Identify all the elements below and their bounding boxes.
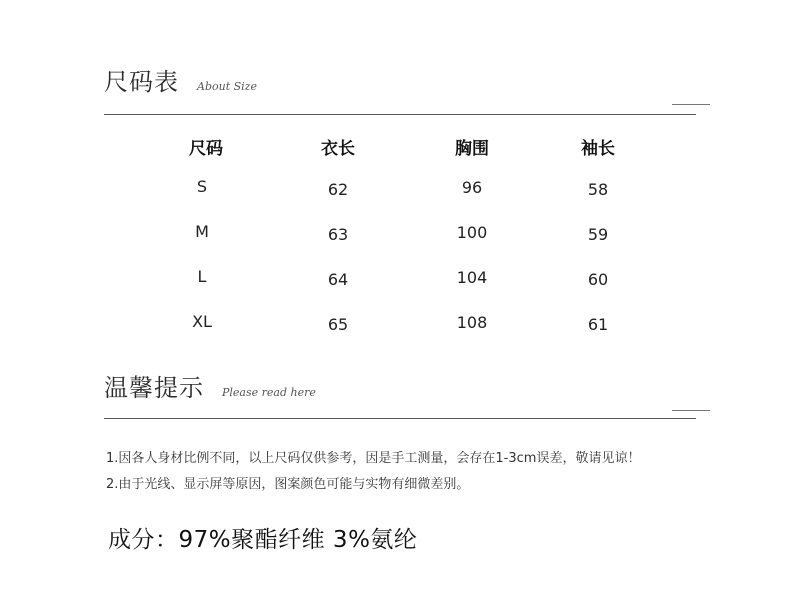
table-row-l-chest: 104 — [456, 268, 488, 287]
table-header-length: 衣长 — [321, 139, 355, 159]
size-chart-divider — [104, 114, 696, 115]
size-chart-title — [104, 62, 257, 97]
note-line-1: 1.因各人身材比例不同，以上尺码仅供参考，因是手工测量，会存在1-3cm误差，敬请见谅！ — [106, 451, 641, 466]
table-row-m-size: M — [195, 222, 209, 241]
fabric-composition: 成分：97%聚酯纤维 3%氨纶 — [108, 527, 418, 553]
table-row-s-sleeve: 58 — [587, 180, 609, 199]
tips-title — [104, 368, 316, 403]
tips-title-cn: 温馨提示 — [104, 374, 204, 402]
tips-title-en: Please read here — [222, 386, 316, 399]
decorative-rule-short — [672, 410, 710, 411]
size-chart-title-en: About Size — [197, 80, 257, 93]
decorative-rule-short — [672, 104, 710, 105]
note-line-2: 2.由于光线、显示屏等原因，图案颜色可能与实物有细微差别。 — [106, 477, 470, 492]
table-row-m-chest: 100 — [456, 223, 488, 242]
table-row-xl-chest: 108 — [456, 313, 488, 332]
table-row-l-length: 64 — [327, 270, 349, 289]
tips-divider — [104, 418, 696, 419]
table-row-s-chest: 96 — [461, 178, 483, 197]
table-row-l-sleeve: 60 — [587, 270, 609, 289]
table-row-xl-length: 65 — [327, 315, 349, 334]
table-row-s-length: 62 — [327, 180, 349, 199]
table-row-m-sleeve: 59 — [587, 225, 609, 244]
size-chart-title-cn: 尺码表 — [104, 68, 179, 96]
table-row-m-length: 63 — [327, 225, 349, 244]
table-header-sleeve: 袖长 — [581, 139, 615, 159]
table-header-size: 尺码 — [189, 139, 223, 159]
table-row-xl-sleeve: 61 — [587, 315, 609, 334]
table-row-xl-size: XL — [192, 312, 212, 331]
table-header-chest: 胸围 — [455, 139, 489, 159]
table-row-l-size: L — [197, 267, 207, 286]
table-row-s-size: S — [196, 177, 208, 196]
